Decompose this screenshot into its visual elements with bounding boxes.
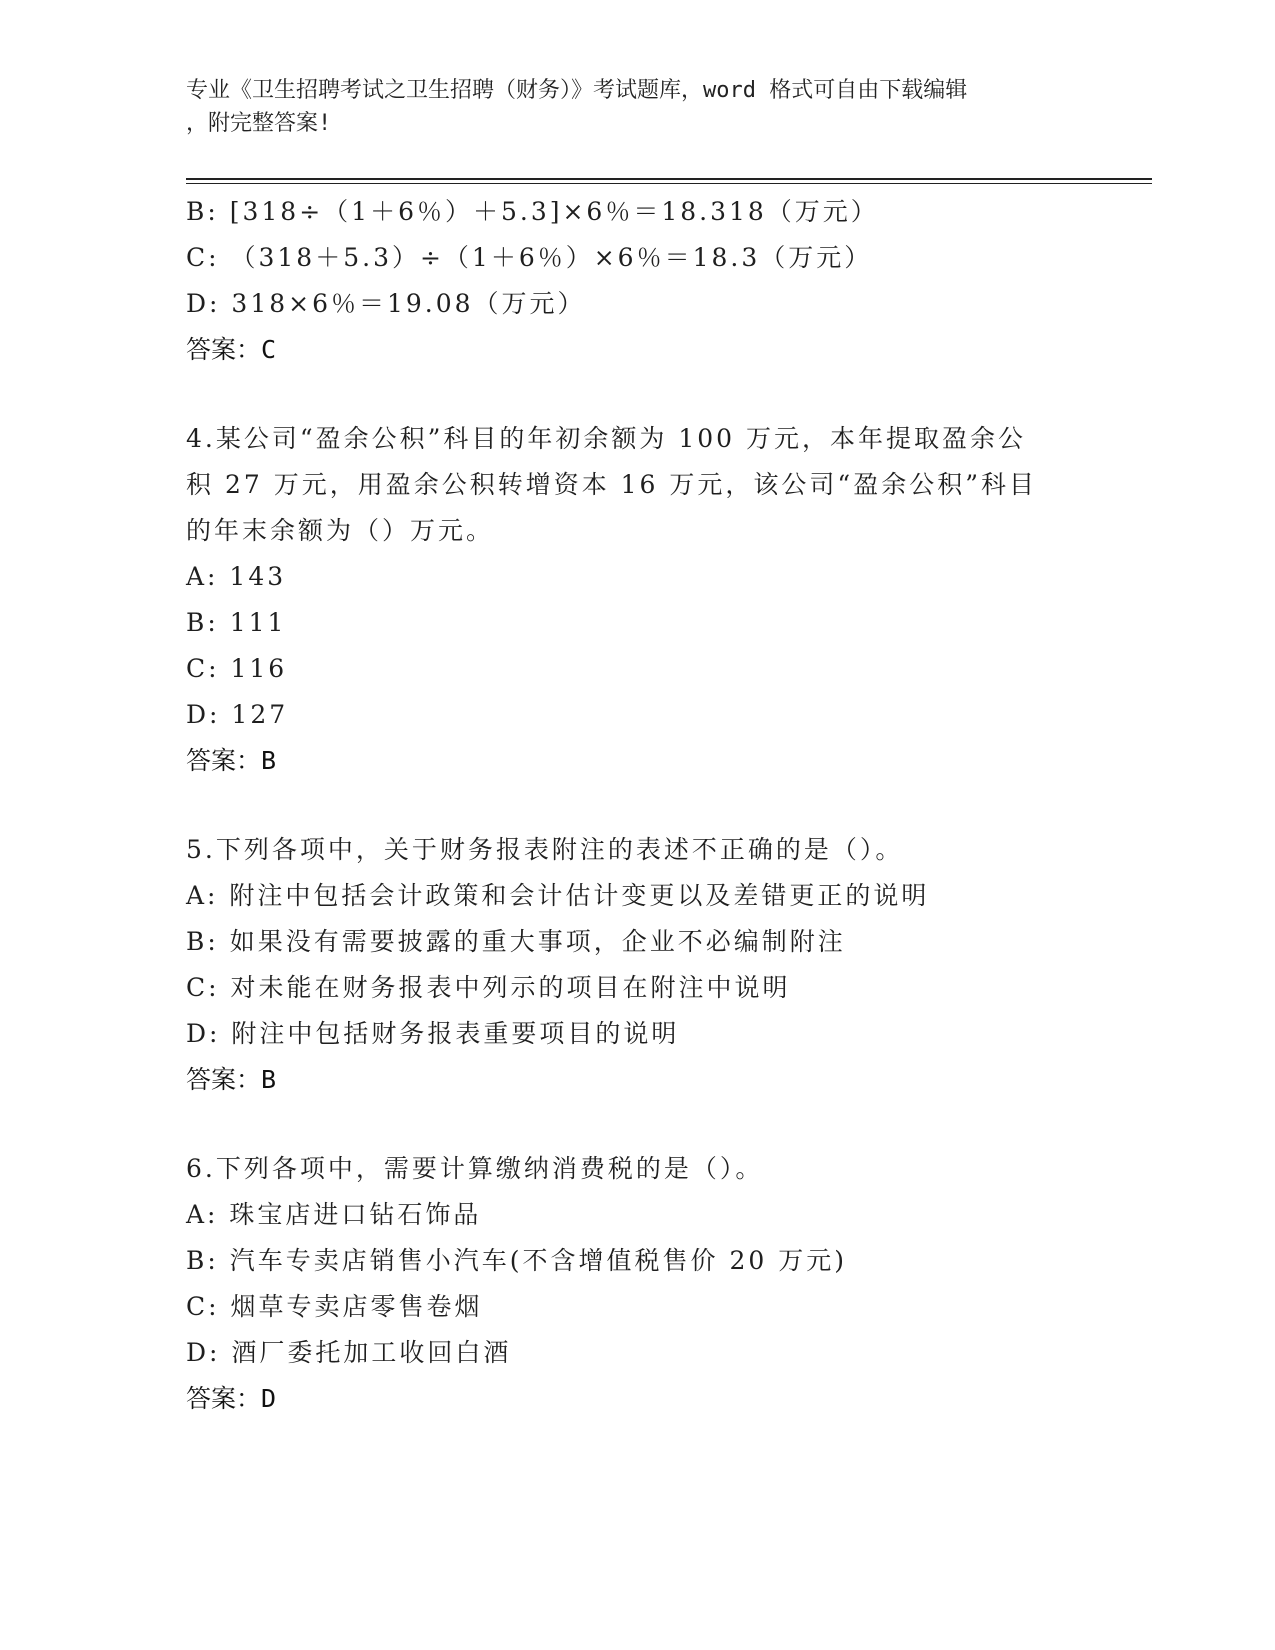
option-d: D: 318×6％＝19.08（万元） <box>186 289 586 318</box>
question-content <box>186 189 1086 1422</box>
header-title-line1: 专业《卫生招聘考试之卫生招聘（财务）》考试题库，word 格式可自由下载编辑 <box>186 78 968 103</box>
answer-line: 答案：B <box>186 1065 277 1094</box>
option-b: B: 汽车专卖店销售小汽车(不含增值税售价 20 万元) <box>186 1246 847 1275</box>
option-a: A: 143 <box>186 562 287 591</box>
option-c: C: 烟草专卖店零售卷烟 <box>186 1292 483 1321</box>
question-stem: 4.某公司“盈余公积”科目的年初余额为 100 万元，本年提取盈余公 <box>186 424 1027 453</box>
answer-line: 答案：B <box>186 746 277 775</box>
question-4 <box>186 416 1086 784</box>
option-d: D: 127 <box>186 700 289 729</box>
question-stem: 的年末余额为（）万元。 <box>186 516 495 545</box>
question-5 <box>186 827 1086 1103</box>
page-header <box>186 74 1066 140</box>
header-divider-thin <box>186 183 1152 184</box>
header-divider-thick <box>186 178 1152 180</box>
option-a: A: 珠宝店进口钻石饰品 <box>186 1200 482 1229</box>
option-c: C: 116 <box>186 654 288 683</box>
option-a: A: 附注中包括会计政策和会计估计变更以及差错更正的说明 <box>186 881 930 910</box>
option-b: B: 如果没有需要披露的重大事项，企业不必编制附注 <box>186 927 846 956</box>
answer-line: 答案：C <box>186 335 277 364</box>
header-title-line2: ，附完整答案! <box>186 111 332 136</box>
option-c: C: 对未能在财务报表中列示的项目在附注中说明 <box>186 973 791 1002</box>
option-b: B: [318÷（1＋6％）＋5.3]×6％＝18.318（万元） <box>186 197 879 226</box>
option-b: B: 111 <box>186 608 287 637</box>
question-3-continued <box>186 189 1086 373</box>
option-c: C: （318＋5.3）÷（1＋6％）×6％＝18.3（万元） <box>186 243 873 272</box>
question-stem: 积 27 万元，用盈余公积转增资本 16 万元，该公司“盈余公积”科目 <box>186 470 1037 499</box>
option-d: D: 酒厂委托加工收回白酒 <box>186 1338 512 1367</box>
question-6 <box>186 1146 1086 1422</box>
option-d: D: 附注中包括财务报表重要项目的说明 <box>186 1019 680 1048</box>
question-stem: 6.下列各项中，需要计算缴纳消费税的是（）。 <box>186 1154 764 1183</box>
answer-line: 答案：D <box>186 1384 277 1413</box>
question-stem: 5.下列各项中，关于财务报表附注的表述不正确的是（）。 <box>186 835 904 864</box>
